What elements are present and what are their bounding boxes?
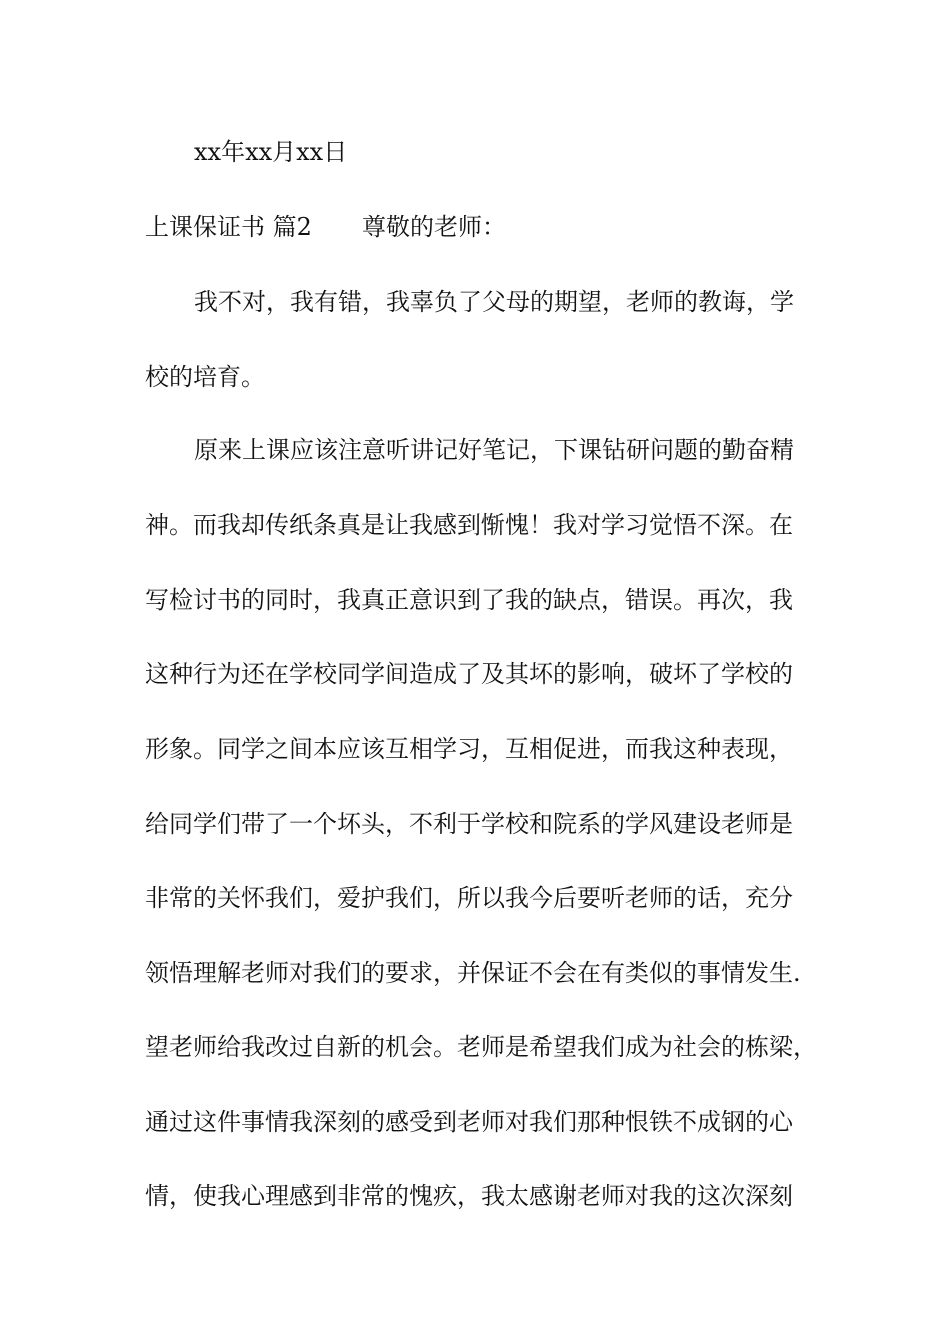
- paragraph-line: 校的培育。: [145, 363, 265, 391]
- paragraph-line: 这种行为还在学校同学间造成了及其坏的影响，破坏了学校的: [145, 660, 793, 688]
- paragraph-line: 领悟理解老师对我们的要求，并保证不会在有类似的事情发生.: [145, 959, 801, 987]
- paragraph-line: 我不对，我有错，我辜负了父母的期望，老师的教诲，学: [194, 288, 794, 316]
- paragraph-line: 望老师给我改过自新的机会。老师是希望我们成为社会的栋梁，: [145, 1033, 817, 1061]
- paragraph-line: 情，使我心理感到非常的愧疚，我太感谢老师对我的这次深刻: [145, 1182, 793, 1210]
- salutation: 尊敬的老师：: [362, 213, 506, 241]
- paragraph-line: 通过这件事情我深刻的感受到老师对我们那种恨铁不成钢的心: [145, 1108, 793, 1136]
- date-line: xx年xx月xx日: [194, 138, 348, 166]
- paragraph-line: 写检讨书的同时，我真正意识到了我的缺点，错误。再次，我: [145, 586, 793, 614]
- paragraph-line: 非常的关怀我们，爱护我们，所以我今后要听老师的话，充分: [145, 884, 793, 912]
- paragraph-line: 神。而我却传纸条真是让我感到惭愧！我对学习觉悟不深。在: [145, 511, 793, 539]
- paragraph-line: 形象。同学之间本应该互相学习，互相促进，而我这种表现，: [145, 735, 793, 763]
- section-heading: 上课保证书 篇2: [145, 213, 312, 241]
- paragraph-line: 原来上课应该注意听讲记好笔记，下课钻研问题的勤奋精: [194, 436, 794, 464]
- paragraph-line: 给同学们带了一个坏头，不利于学校和院系的学风建设老师是: [145, 810, 793, 838]
